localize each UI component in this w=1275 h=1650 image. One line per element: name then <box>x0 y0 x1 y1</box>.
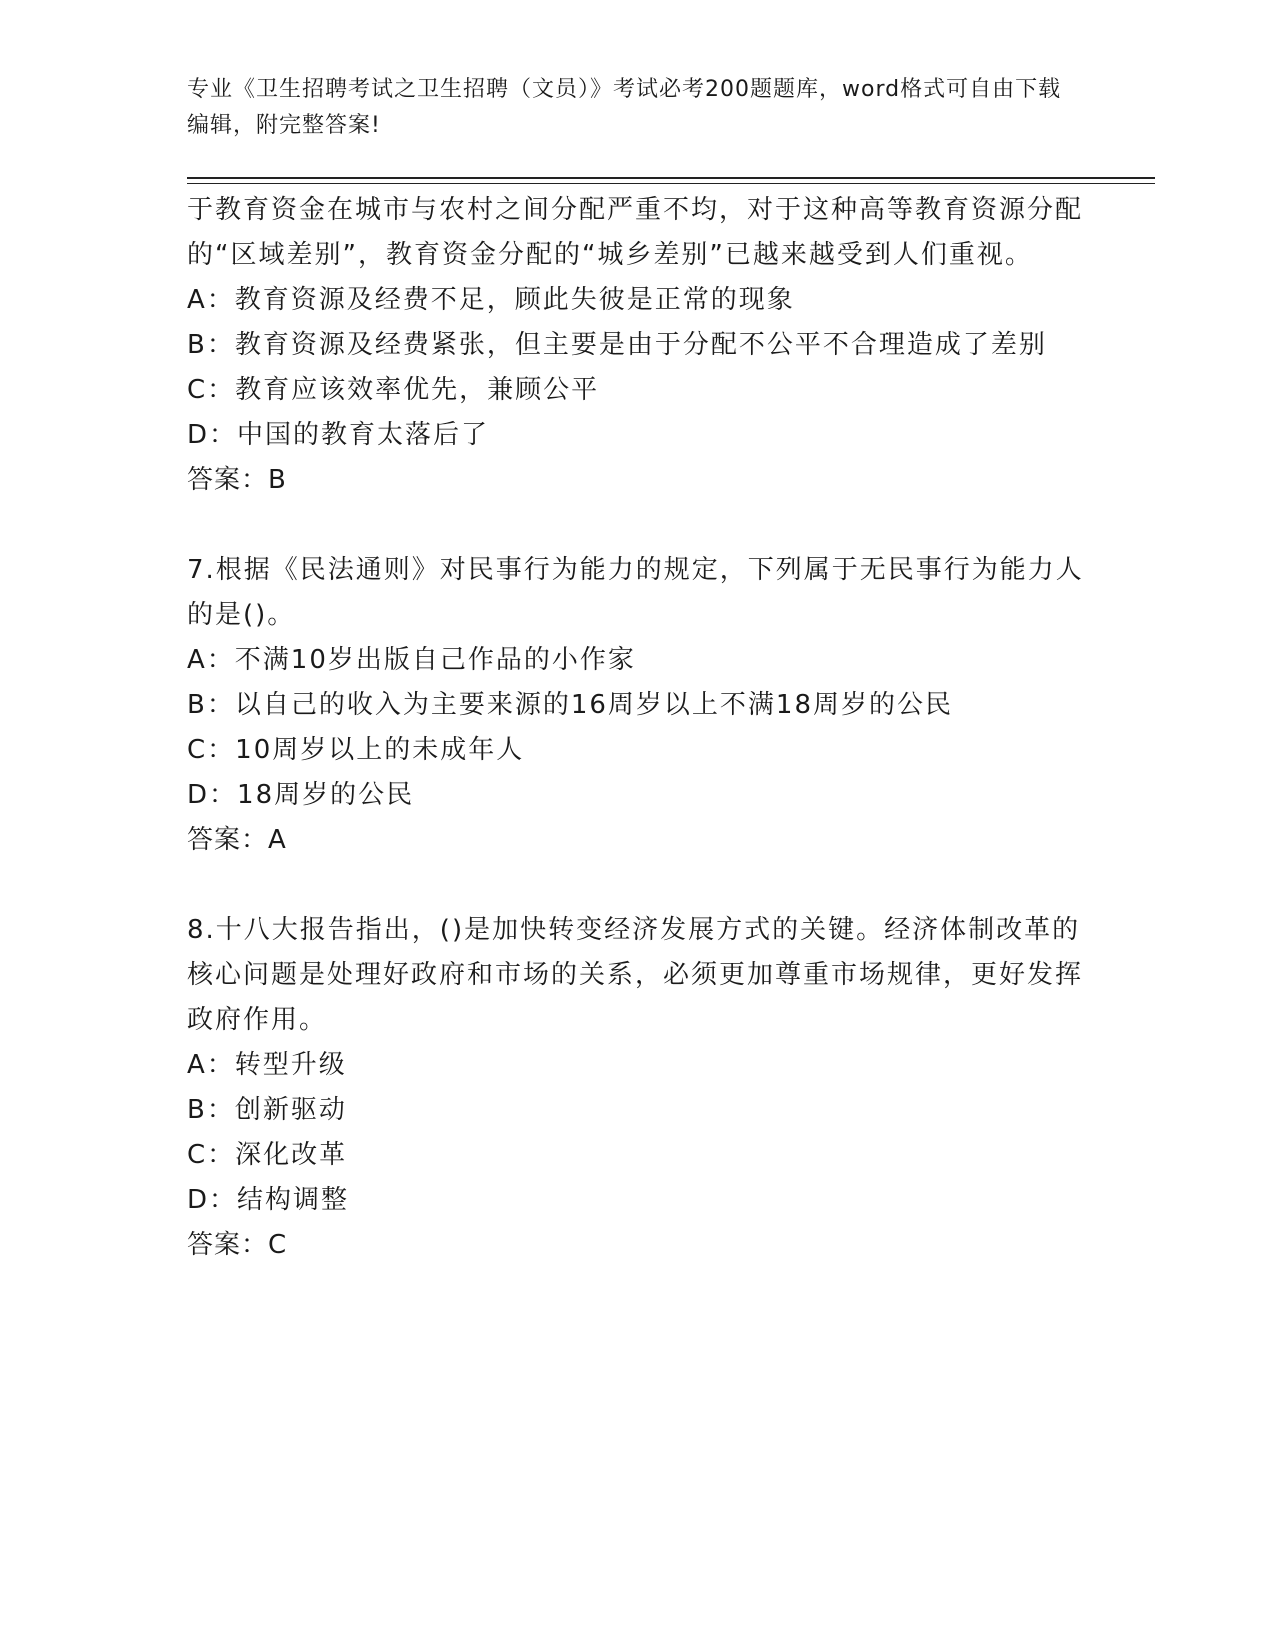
question-6-option-a: A：教育资源及经费不足，顾此失彼是正常的现象 <box>187 285 795 315</box>
header-divider-thick <box>187 177 1155 179</box>
question-7-block <box>187 548 1087 863</box>
question-8-option-d: D：结构调整 <box>187 1185 350 1215</box>
spacer <box>187 863 1087 908</box>
question-6-block <box>187 188 1087 503</box>
question-6-continuation: 于教育资金在城市与农村之间分配严重不均，对于这种高等教育资源分配的“区域差别”，教育资金分配的“城乡差别”已越来越受到人们重视。 <box>187 195 1084 270</box>
question-7-option-a: A：不满10岁出版自己作品的小作家 <box>187 645 636 675</box>
header-divider-thin <box>187 183 1155 184</box>
question-6-answer: 答案：B <box>187 465 287 495</box>
question-8-block <box>187 908 1087 1268</box>
question-6-option-d: D：中国的教育太落后了 <box>187 420 490 450</box>
question-8-text: 8.十八大报告指出，()是加快转变经济发展方式的关键。经济体制改革的核心问题是处理好政府和市场的关系，必须更加尊重市场规律，更好发挥政府作用。 <box>187 915 1084 1035</box>
document-body <box>187 188 1087 1268</box>
question-8-answer: 答案：C <box>187 1230 288 1260</box>
question-7-option-d: D：18周岁的公民 <box>187 780 415 810</box>
question-7-option-c: C：10周岁以上的未成年人 <box>187 735 525 765</box>
question-7-option-b: B：以自己的收入为主要来源的16周岁以上不满18周岁的公民 <box>187 690 954 720</box>
document-header: 专业《卫生招聘考试之卫生招聘（文员）》考试必考200题题库，word格式可自由下载编辑，附完整答案! <box>187 77 1062 138</box>
question-8-option-b: B：创新驱动 <box>187 1095 347 1125</box>
question-8-option-c: C：深化改革 <box>187 1140 348 1170</box>
question-6-option-b: B：教育资源及经费紧张，但主要是由于分配不公平不合理造成了差别 <box>187 330 1047 360</box>
question-7-answer: 答案：A <box>187 825 287 855</box>
question-6-option-c: C：教育应该效率优先，兼顾公平 <box>187 375 600 405</box>
question-8-option-a: A：转型升级 <box>187 1050 347 1080</box>
question-7-text: 7.根据《民法通则》对民事行为能力的规定，下列属于无民事行为能力人的是()。 <box>187 555 1084 630</box>
spacer <box>187 503 1087 548</box>
